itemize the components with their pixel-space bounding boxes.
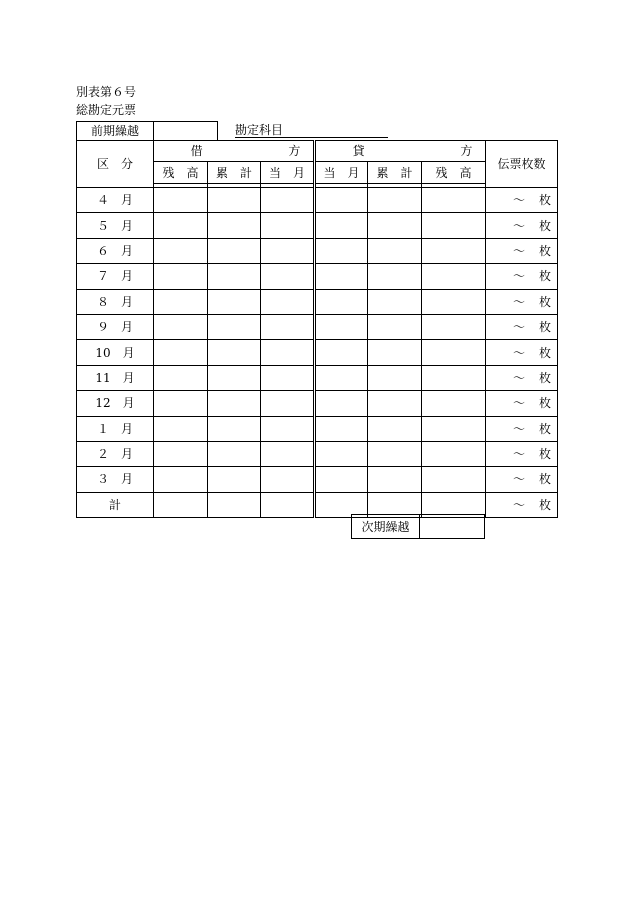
debit-balance-cell[interactable] [154,314,208,339]
slip-count-cell[interactable] [486,238,558,263]
credit-balance-header: 残 高 [422,162,486,184]
debit-cumulative-header: 累 計 [208,162,261,184]
credit-current-month-cell[interactable] [315,314,368,339]
slip-count-cell[interactable] [486,416,558,441]
credit-header: 貸 方 [315,141,486,162]
debit-current-month-cell[interactable] [261,492,315,517]
slip-count-cell[interactable] [486,213,558,238]
debit-cumulative-cell[interactable] [208,391,261,416]
credit-current-month-cell[interactable] [315,391,368,416]
credit-cumulative-cell[interactable] [368,238,422,263]
tilde-mark: ～ [513,243,526,258]
debit-cumulative-cell[interactable] [208,340,261,365]
account-label: 勘定科目 [235,123,284,137]
form-title: 総勘定元票 [76,103,137,117]
slip-unit: 枚 [539,345,552,360]
debit-current-month-cell[interactable] [261,238,315,263]
debit-cumulative-cell[interactable] [208,492,261,517]
credit-balance-cell[interactable] [422,467,486,492]
carry-prev-label: 前期繰越 [91,124,140,138]
table-row [77,289,558,314]
debit-cumulative-cell[interactable] [208,213,261,238]
ledger-table [76,140,558,518]
credit-cumulative-cell[interactable] [368,213,422,238]
debit-cumulative-cell[interactable] [208,441,261,466]
tilde-mark: ～ [513,421,526,436]
credit-balance-cell[interactable] [422,340,486,365]
tilde-mark: ～ [513,193,526,208]
table-row [77,340,558,365]
table-row [77,492,558,517]
account-name-field[interactable] [280,121,388,137]
row-label: 12 月 [77,391,154,416]
carry-next-value-cell[interactable] [420,515,485,539]
form-number: 別表第６号 [76,85,137,99]
slip-count-cell[interactable] [486,340,558,365]
debit-balance-cell[interactable] [154,340,208,365]
tilde-mark: ～ [513,396,526,411]
debit-header: 借 方 [154,141,315,162]
debit-current-month-cell[interactable] [261,213,315,238]
slip-count-cell[interactable] [486,365,558,390]
debit-balance-cell[interactable] [154,365,208,390]
slip-unit: 枚 [539,218,552,233]
credit-cumulative-cell[interactable] [368,314,422,339]
debit-balance-cell[interactable] [154,188,208,213]
table-row [77,365,558,390]
debit-balance-cell[interactable] [154,492,208,517]
table-row [77,264,558,289]
slip-count-header: 伝票枚数 [486,141,558,188]
credit-cumulative-cell[interactable] [368,467,422,492]
debit-current-month-cell[interactable] [261,289,315,314]
debit-cumulative-cell[interactable] [208,238,261,263]
carry-next-label: 次期繰越 [352,515,420,539]
slip-count-cell[interactable] [486,289,558,314]
slip-count-cell[interactable] [486,492,558,517]
account-underline [235,137,388,138]
slip-unit: 枚 [539,421,552,436]
debit-cumulative-cell[interactable] [208,467,261,492]
table-row [77,467,558,492]
tilde-mark: ～ [513,269,526,284]
table-row [77,441,558,466]
credit-current-month-header: 当 月 [315,162,368,184]
credit-current-month-cell[interactable] [315,340,368,365]
credit-balance-cell[interactable] [422,213,486,238]
row-label: 計 [77,492,154,517]
slip-count-cell[interactable] [486,264,558,289]
slip-count-cell[interactable] [486,441,558,466]
debit-current-month-cell[interactable] [261,416,315,441]
tilde-mark: ～ [513,218,526,233]
row-label: ９ 月 [77,314,154,339]
slip-unit: 枚 [539,370,552,385]
debit-current-month-cell[interactable] [261,365,315,390]
credit-balance-cell[interactable] [422,289,486,314]
row-label: ３ 月 [77,467,154,492]
section-header: 区 分 [77,141,154,188]
debit-balance-cell[interactable] [154,264,208,289]
credit-current-month-cell[interactable] [315,365,368,390]
debit-current-month-cell[interactable] [261,467,315,492]
debit-balance-cell[interactable] [154,238,208,263]
credit-current-month-cell[interactable] [315,264,368,289]
debit-balance-header: 残 高 [154,162,208,184]
slip-count-cell[interactable] [486,314,558,339]
debit-balance-cell[interactable] [154,391,208,416]
table-row [77,314,558,339]
table-row [77,213,558,238]
row-label: ８ 月 [77,289,154,314]
credit-current-month-cell[interactable] [315,289,368,314]
debit-cumulative-cell[interactable] [208,188,261,213]
credit-cumulative-cell[interactable] [368,188,422,213]
debit-balance-cell[interactable] [154,213,208,238]
slip-count-cell[interactable] [486,188,558,213]
tilde-mark: ～ [513,472,526,487]
row-label: ４ 月 [77,188,154,213]
credit-current-month-cell[interactable] [315,416,368,441]
slip-unit: 枚 [539,472,552,487]
credit-cumulative-cell[interactable] [368,289,422,314]
debit-cumulative-cell[interactable] [208,416,261,441]
credit-balance-cell[interactable] [422,391,486,416]
credit-balance-cell[interactable] [422,238,486,263]
credit-current-month-cell[interactable] [315,467,368,492]
debit-cumulative-cell[interactable] [208,264,261,289]
debit-balance-cell[interactable] [154,441,208,466]
debit-current-month-cell[interactable] [261,188,315,213]
debit-balance-cell[interactable] [154,416,208,441]
credit-cumulative-cell[interactable] [368,441,422,466]
tilde-mark: ～ [513,497,526,512]
tilde-mark: ～ [513,370,526,385]
slip-unit: 枚 [539,447,552,462]
slip-count-cell[interactable] [486,391,558,416]
slip-unit: 枚 [539,497,552,512]
debit-current-month-cell[interactable] [261,340,315,365]
debit-balance-cell[interactable] [154,289,208,314]
table-row [77,238,558,263]
credit-balance-cell[interactable] [422,314,486,339]
debit-current-month-cell[interactable] [261,314,315,339]
tilde-mark: ～ [513,345,526,360]
carry-next-table [351,514,485,539]
credit-cumulative-header: 累 計 [368,162,422,184]
credit-cumulative-cell[interactable] [368,416,422,441]
tilde-mark: ～ [513,447,526,462]
debit-current-month-cell[interactable] [261,264,315,289]
carry-prev-value-cell[interactable] [153,121,218,141]
debit-cumulative-cell[interactable] [208,314,261,339]
debit-cumulative-cell[interactable] [208,365,261,390]
credit-current-month-cell[interactable] [315,238,368,263]
table-row [77,391,558,416]
credit-balance-cell[interactable] [422,264,486,289]
row-label: ６ 月 [77,238,154,263]
debit-current-month-cell[interactable] [261,391,315,416]
row-label: 10 月 [77,340,154,365]
slip-unit: 枚 [539,396,552,411]
slip-unit: 枚 [539,193,552,208]
credit-cumulative-cell[interactable] [368,264,422,289]
credit-current-month-cell[interactable] [315,441,368,466]
credit-balance-cell[interactable] [422,416,486,441]
credit-cumulative-cell[interactable] [368,391,422,416]
row-label: 11 月 [77,365,154,390]
credit-balance-cell[interactable] [422,188,486,213]
row-label: ７ 月 [77,264,154,289]
debit-current-month-cell[interactable] [261,441,315,466]
row-label: １ 月 [77,416,154,441]
credit-balance-cell[interactable] [422,441,486,466]
debit-cumulative-cell[interactable] [208,289,261,314]
tilde-mark: ～ [513,320,526,335]
debit-current-month-header: 当 月 [261,162,315,184]
table-row [77,188,558,213]
row-label: ２ 月 [77,441,154,466]
tilde-mark: ～ [513,294,526,309]
slip-count-cell[interactable] [486,467,558,492]
credit-cumulative-cell[interactable] [368,340,422,365]
slip-unit: 枚 [539,243,552,258]
slip-unit: 枚 [539,320,552,335]
row-label: ５ 月 [77,213,154,238]
credit-balance-cell[interactable] [422,365,486,390]
debit-balance-cell[interactable] [154,467,208,492]
slip-unit: 枚 [539,294,552,309]
slip-unit: 枚 [539,269,552,284]
table-row [77,416,558,441]
carry-prev-label-cell [76,121,154,141]
credit-current-month-cell[interactable] [315,188,368,213]
credit-cumulative-cell[interactable] [368,365,422,390]
credit-current-month-cell[interactable] [315,213,368,238]
